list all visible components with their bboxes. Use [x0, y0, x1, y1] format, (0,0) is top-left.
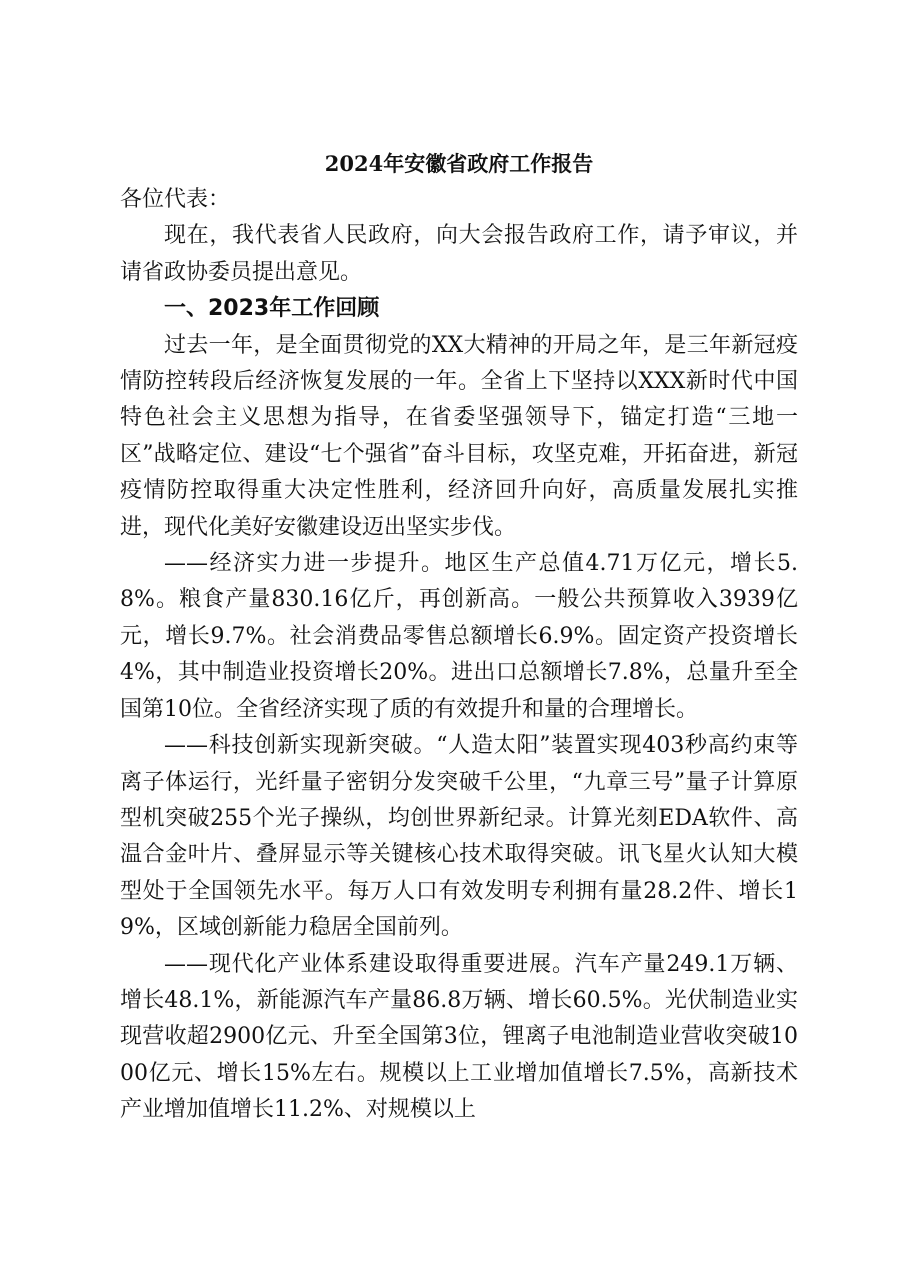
salutation: 各位代表： [120, 187, 231, 212]
document-page [120, 148, 798, 1129]
body-paragraph-industry: ——现代化产业体系建设取得重要进展。汽车产量249.1万辆、增长48.1%，新能源汽车产量86.8万辆、增长60.5%。光伏制造业实现营收超2900亿元、升至全国第3位，锂离子电池制造业营收突破1000亿元、增长15%左右。规模以上工业增加值增长7.5%，高新技术产业增加值增长11.2%、对规模以上 [120, 951, 798, 1123]
section-heading: 一、2023年工作回顾 [164, 296, 380, 322]
intro-paragraph: 现在，我代表省人民政府，向大会报告政府工作，请予审议，并请省政协委员提出意见。 [120, 223, 798, 285]
body-paragraph-innovation: ——科技创新实现新突破。“人造太阳”装置实现403秒高约束等离子体运行，光纤量子密钥分发突破千公里，“九章三号”量子计算原型机突破255个光子操纵，均创世界新纪录。计算光刻EDA软件、高温合金叶片、叠屏显示等关键核心技术取得突破。讯飞星火认知大模型处于全国领先水平。每万人口有效发明专利拥有量28.2件、增长19%，区域创新能力稳居全国前列。 [120, 733, 798, 941]
document-title: 2024年安徽省政府工作报告 [324, 151, 594, 176]
body-paragraph-economy: ——经济实力进一步提升。地区生产总值4.71万亿元，增长5.8%。粮食产量830.16亿斤，再创新高。一般公共预算收入3939亿元，增长9.7%。社会消费品零售总额增长6.9%。固定资产投资增长4%，其中制造业投资增长20%。进出口总额增长7.8%，总量升至全国第10位。全省经济实现了质的有效提升和量的合理增长。 [120, 551, 798, 722]
body-paragraph-overview: 过去一年，是全面贯彻党的XX大精神的开局之年，是三年新冠疫情防控转段后经济恢复发展的一年。全省上下坚持以XXX新时代中国特色社会主义思想为指导，在省委坚强领导下，锚定打造“三地一区”战略定位、建设“七个强省”奋斗目标，攻坚克难，开拓奋进，新冠疫情防控取得重大决定性胜利，经济回升向好，高质量发展扎实推进，现代化美好安徽建设迈出坚实步伐。 [120, 332, 798, 540]
